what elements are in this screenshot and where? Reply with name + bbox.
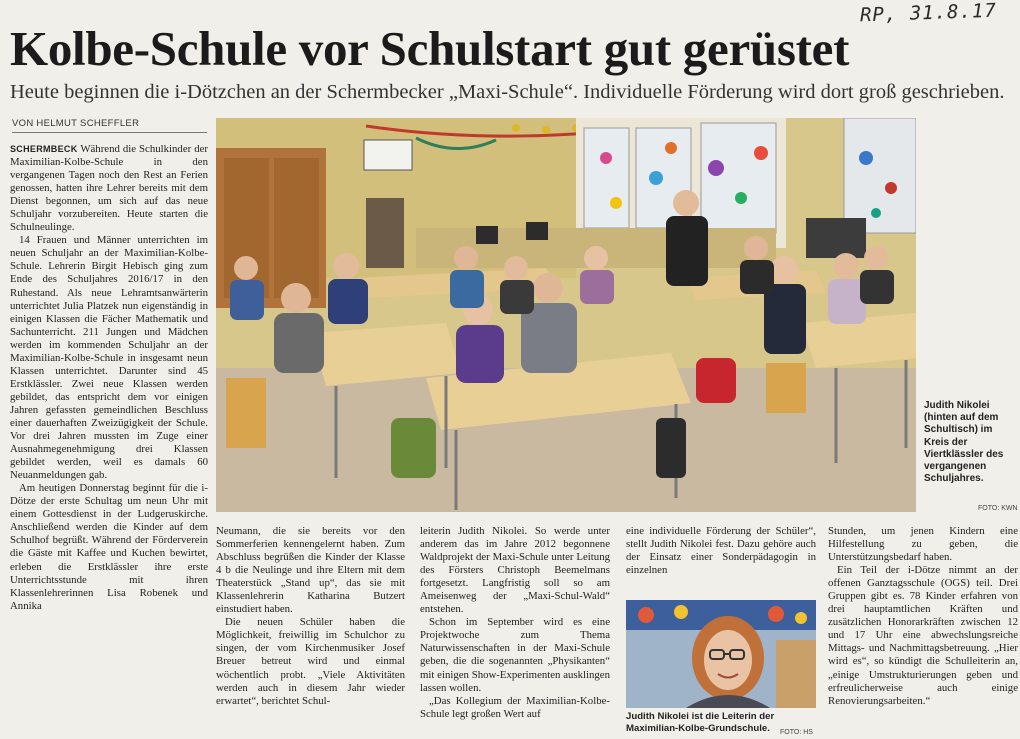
paragraph: „Das Kollegium der Maximilian-Kolbe-Schule legt großen Wert auf bbox=[420, 694, 610, 720]
article-column-4 bbox=[626, 525, 816, 597]
byline: VON HELMUT SCHEFFLER bbox=[12, 118, 140, 129]
dateline: SCHERMBECK bbox=[10, 144, 78, 154]
classroom-photo bbox=[216, 118, 916, 512]
byline-divider bbox=[12, 132, 207, 133]
paragraph: Am heutigen Donnerstag beginnt für die i-Dötze der erste Schultag um neun Uhr mit einem Gottesdienst in der Ludgeruskirche. Anschließend werden die Kinder auf dem Schulhof begrüßt. Während der Förderverein die Gäste mit Kaffee und Kuchen bewirtet, erleben die Erstklässler ihre erste Unterrichtsstunde mit ihren Klassenlehrerinnen Lisa Robenek und Annika bbox=[10, 482, 208, 612]
paragraph: Die neuen Schüler haben die Möglichkeit, freiwillig im Schulchor zu singen, der vom Kirchenmusiker Josef Breuer betreut wird und einmal wöchentlich probt. „Viele Aktivitäten werden auch in diesem Jahr wieder erwartet“, berichtet Schul- bbox=[216, 616, 405, 707]
article-column-2 bbox=[216, 525, 405, 737]
paragraph: 14 Frauen und Männer unterrichten im neuen Schuljahr an der Maximilian-Kolbe-Schule. Lehrerin Birgit Hebisch ging zum Ende des Schuljahres 2016/17 in den Ruhestand. Als neue Lehramtsanwärterin unterrichtet Julia Platzek nun eigenständig in einigen Klassen die Fächer Mathematik und Sachunterricht. 211 Jungen und Mädchen werden im kommenden Schuljahr an der Maximilian-Kolbe-Schule in insgesamt neun Klassen unterrichtet. Darunter sind 45 Erstklässler. Zwei neue Klassen werden gebildet, das entspricht dem vor einigen Jahren gefassten gemeindlichen Beschluss einer dauerhaften Zweizügigkeit der Schule. Vor drei Jahren mussten im Zuge einer Ausnahmegenehmigung drei Klassen gebildet werden, weil es damals 60 Neuanmeldungen gab. bbox=[10, 234, 208, 482]
article-column-3 bbox=[420, 525, 610, 737]
portrait-photo bbox=[626, 600, 816, 708]
paragraph: Neumann, die sie bereits vor den Sommerferien kennengelernt haben. Zum Abschluss begrüßen die Kinder der Klasse 4 b die Neulinge und ihre Eltern mit dem Theaterstück „Stand up“, das sie mit Klassenlehrerin Katharina Butzert einstudiert haben. bbox=[216, 525, 405, 616]
photo-credit: FOTO: KWN bbox=[978, 505, 1018, 512]
handwritten-date-note: RP, 31.8.17 bbox=[859, 0, 998, 27]
article-column-5 bbox=[828, 525, 1018, 737]
headline: Kolbe-Schule vor Schulstart gut gerüstet bbox=[10, 21, 850, 76]
paragraph: leiterin Judith Nikolei. So werde unter anderem das im Jahre 2012 begonnene Waldprojekt der Maxi-Schule unter Leitung des Försters Christoph Beemelmans fortgesetzt. Langfristig soll so am Ameisenweg der „Maxi-Schul-Wald“ entstehen. bbox=[420, 525, 610, 616]
paragraph: Schon im September wird es eine Projektwoche zum Thema Naturwissenschaften in der Maxi-Schule geben, die die sogenannten „Physikanten“ mit einigen Show-Experimenten ausklingen lassen wollen. bbox=[420, 616, 610, 694]
portrait-credit: FOTO: HS bbox=[780, 729, 813, 736]
paragraph: SCHERMBECK Während die Schulkinder der Maximilian-Kolbe-Schule in den vergangenen Tagen noch den Rest an Ferien genossen, hatten ihre Lehrer bereits mit dem Dienst begonnen, um sich auf das neue Schuljahr vorzubereiten. Heute starten die Schulneulinge. bbox=[10, 143, 208, 234]
classroom-illustration bbox=[216, 118, 916, 512]
portrait-caption: Judith Nikolei ist die Leiterin der Maximilian-Kolbe-Grundschule. bbox=[626, 711, 775, 734]
photo-caption: Judith Nikolei (hinten auf dem Schultisch) im Kreis der Viertklässler des vergangenen Schuljahres. bbox=[924, 400, 1004, 485]
paragraph: Stunden, um jenen Kindern eine Hilfestellung zu geben, die Unterstützungsbedarf haben. bbox=[828, 525, 1018, 564]
subheadline: Heute beginnen die i-Dötzchen an der Schermbecker „Maxi-Schule“. Individuelle Förderung wird dort groß geschrieben. bbox=[10, 81, 1005, 103]
article-column-1 bbox=[10, 143, 208, 737]
portrait-illustration bbox=[626, 600, 816, 708]
paragraph: eine individuelle Förderung der Schüler“, stellt Judith Nikolei fest. Dazu gehöre auch der Einsatz einer Sonderpädagogin in einzelnen bbox=[626, 525, 816, 577]
paragraph: Ein Teil der i-Dötze nimmt an der offenen Ganztagsschule (OGS) teil. Drei Gruppen gibt es. 78 Kinder erfahren von drei hauptamtlichen Kräften und zusätzlichen Honorarkräften zwischen 12 und 17 Uhr eine abwechslungsreiche Mittags- und Nachmittagsbetreuung. „Hier wird es“, so kündigt die Schulleiterin an, „einige Umstrukturierungen geben und erfreulicherweise auch einige Renovierungsarbeiten.“ bbox=[828, 564, 1018, 707]
